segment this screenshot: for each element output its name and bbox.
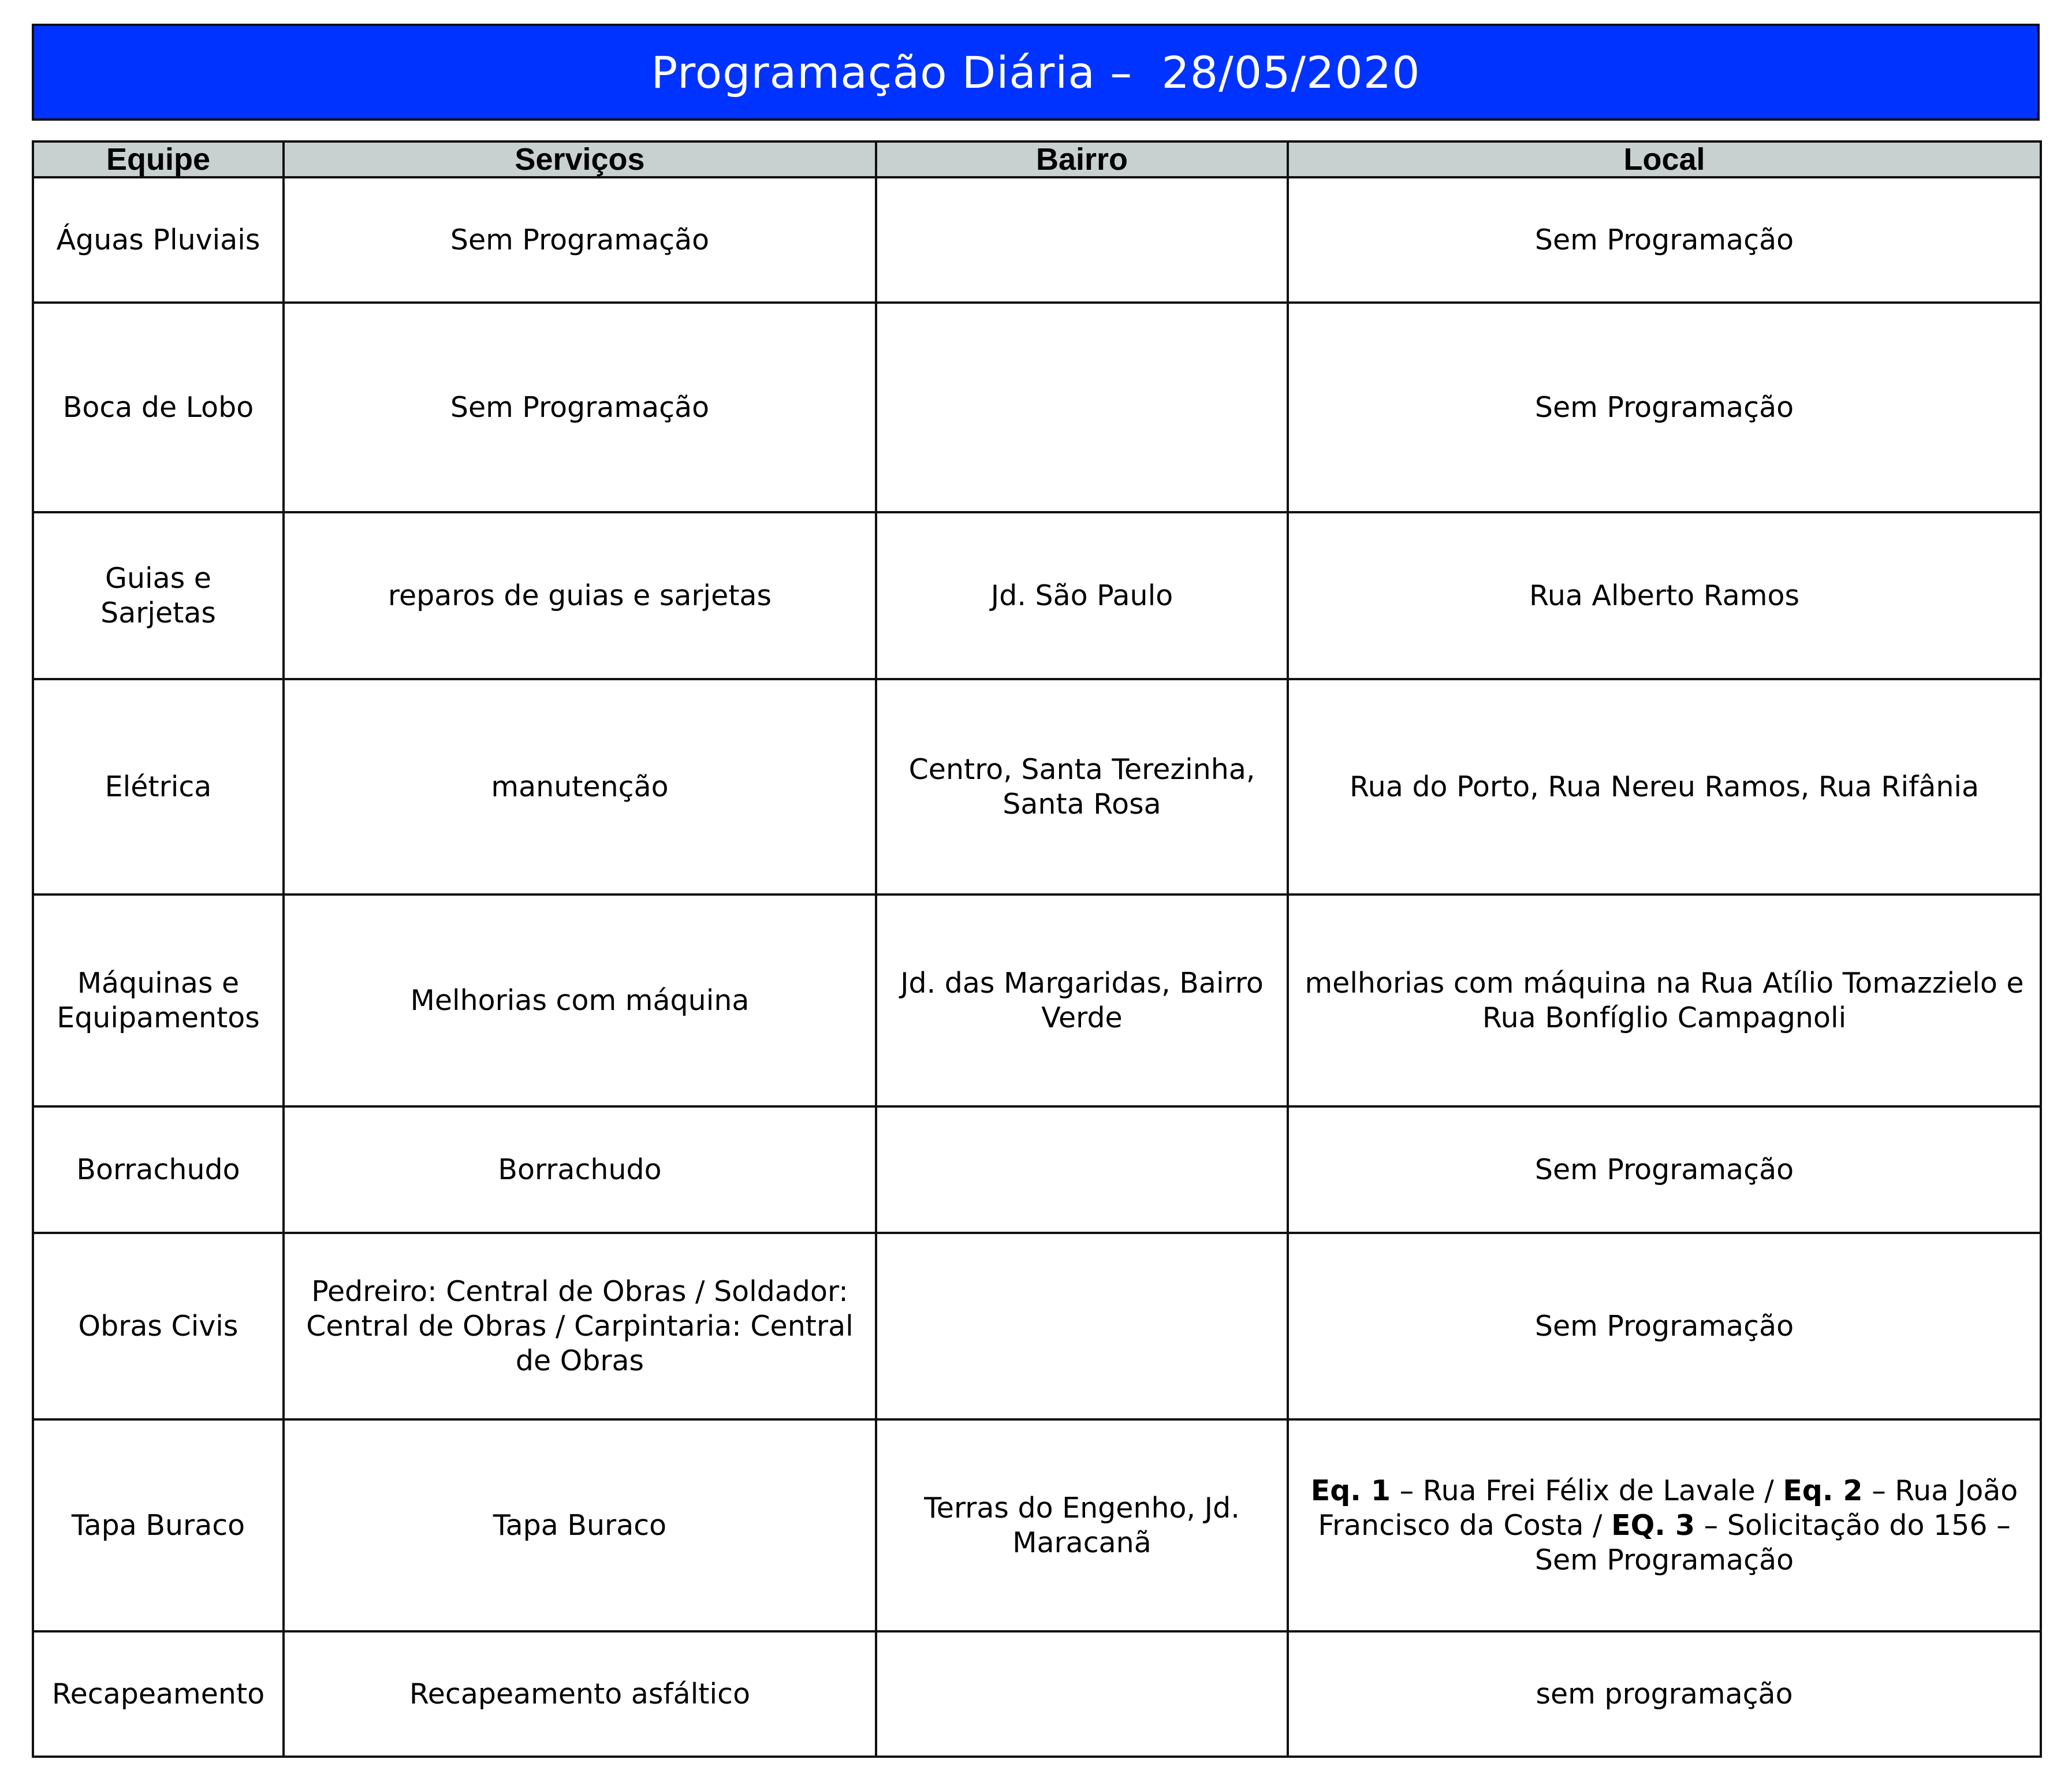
cell-local (1288, 1419, 2041, 1631)
team-3-label: EQ. 3 (1611, 1508, 1695, 1542)
table-header-row (33, 141, 2041, 177)
cell-bairro (876, 303, 1288, 512)
team-3-location: – Solicitação do 156 – Sem Programação (1534, 1508, 2011, 1576)
cell-servicos: Sem Programação (284, 303, 876, 512)
cell-local: Rua Alberto Ramos (1288, 512, 2041, 679)
cell-local: Sem Programação (1288, 303, 2041, 512)
cell-equipe: Máquinas e Equipamentos (33, 894, 284, 1106)
page-title-bar (32, 24, 2040, 121)
cell-equipe: Guias e Sarjetas (33, 512, 284, 679)
table-row (33, 177, 2041, 303)
cell-servicos: Melhorias com máquina (284, 894, 876, 1106)
cell-bairro (876, 1106, 1288, 1233)
cell-bairro (876, 1631, 1288, 1757)
header-local: Local (1288, 141, 2041, 177)
team-2-location: – Rua João Francisco da Costa / (1318, 1474, 2018, 1542)
cell-servicos: Borrachudo (284, 1106, 876, 1233)
cell-bairro: Jd. São Paulo (876, 512, 1288, 679)
cell-equipe: Boca de Lobo (33, 303, 284, 512)
cell-local: Sem Programação (1288, 1233, 2041, 1419)
cell-equipe: Obras Civis (33, 1233, 284, 1419)
table-row (33, 1106, 2041, 1233)
cell-servicos: Recapeamento asfáltico (284, 1631, 876, 1757)
cell-servicos: reparos de guias e sarjetas (284, 512, 876, 679)
table-row (33, 303, 2041, 512)
table-row (33, 679, 2041, 894)
cell-servicos: manutenção (284, 679, 876, 894)
header-equipe: Equipe (33, 141, 284, 177)
cell-servicos: Pedreiro: Central de Obras / Soldador: Central de Obras / Carpintaria: Central de Obras (284, 1233, 876, 1419)
team-2-label: Eq. 2 (1783, 1474, 1863, 1507)
cell-servicos: Tapa Buraco (284, 1419, 876, 1631)
cell-local: sem programação (1288, 1631, 2041, 1757)
table-row (33, 1233, 2041, 1419)
cell-equipe: Tapa Buraco (33, 1419, 284, 1631)
header-bairro: Bairro (876, 141, 1288, 177)
cell-bairro: Centro, Santa Terezinha, Santa Rosa (876, 679, 1288, 894)
cell-bairro (876, 177, 1288, 303)
cell-local: Sem Programação (1288, 1106, 2041, 1233)
schedule-table (32, 140, 2042, 1758)
team-1-location: – Rua Frei Félix de Lavale / (1391, 1474, 1783, 1507)
cell-equipe: Borrachudo (33, 1106, 284, 1233)
table-row (33, 1419, 2041, 1631)
table-row (33, 512, 2041, 679)
cell-equipe: Águas Pluviais (33, 177, 284, 303)
team-1-label: Eq. 1 (1310, 1474, 1391, 1507)
cell-bairro: Terras do Engenho, Jd. Maracanã (876, 1419, 1288, 1631)
cell-local: Rua do Porto, Rua Nereu Ramos, Rua Rifânia (1288, 679, 2041, 894)
cell-bairro (876, 1233, 1288, 1419)
page-title: Programação Diária – 28/05/2020 (651, 46, 1421, 98)
table-row (33, 1631, 2041, 1757)
cell-local: Sem Programação (1288, 177, 2041, 303)
cell-servicos: Sem Programação (284, 177, 876, 303)
table-row (33, 894, 2041, 1106)
cell-equipe: Elétrica (33, 679, 284, 894)
header-servicos: Serviços (284, 141, 876, 177)
cell-local: melhorias com máquina na Rua Atílio Tomazzielo e Rua Bonfíglio Campagnoli (1288, 894, 2041, 1106)
cell-bairro: Jd. das Margaridas, Bairro Verde (876, 894, 1288, 1106)
cell-equipe: Recapeamento (33, 1631, 284, 1757)
